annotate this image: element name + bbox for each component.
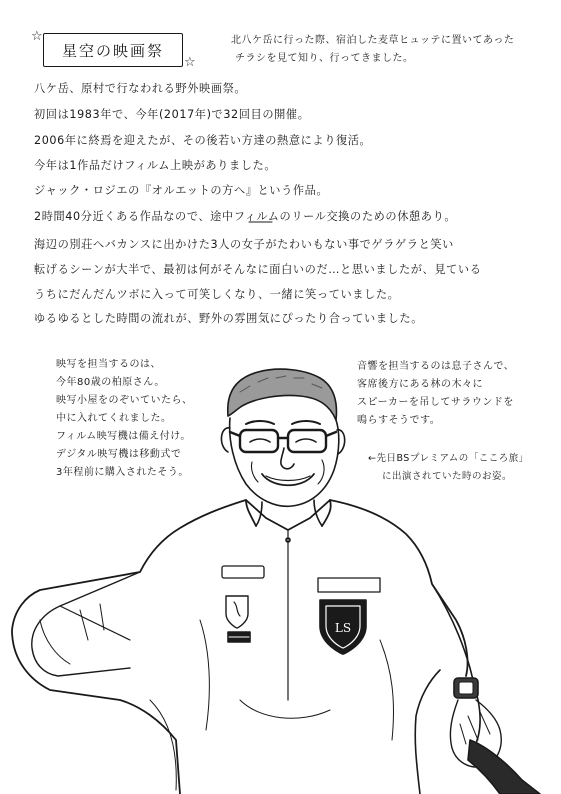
star-icon: ☆ bbox=[184, 55, 196, 70]
body-line: ジャック・ロジエの『オルエットの方へ』という作品。 bbox=[34, 184, 329, 197]
glasses-icon bbox=[230, 430, 336, 452]
body-line: 2006年に終焉を迎えたが、その後若い方達の熱意により復活。 bbox=[34, 134, 372, 147]
body-line: 八ケ岳、原村で行なわれる野外映画祭。 bbox=[34, 82, 247, 95]
name-tag bbox=[222, 566, 264, 578]
body-line: 転げるシーンが大半で、最初は何がそんなに面白いのだ…と思いましたが、見ている bbox=[34, 263, 482, 276]
emblem-text: LS bbox=[334, 621, 352, 635]
sound-note: 音響を担当するのは息子さんで、 客席後方にある林の木々に スピーカーを吊してサラウンドを 鳴らすそうです。 bbox=[357, 361, 515, 426]
photo-caption: ←先日BSプレミアムの「こころ旅」 に出演されていた時のお姿。 bbox=[368, 453, 529, 482]
emblem-icon bbox=[320, 600, 366, 654]
page-title: 星空の映画祭 bbox=[61, 41, 164, 60]
body-line: うちにだんだんツボに入って可笑しくなり、一緒に笑っていました。 bbox=[34, 288, 400, 301]
body-line: ゆるゆるとした時間の流れが、野外の雰囲気にぴったり合っていました。 bbox=[34, 312, 423, 325]
body-line: 今年は1作品だけフィルム上映がありました。 bbox=[34, 159, 277, 172]
body-line: 2時間40分近くある作品なので、途中フィルムのリール交換のための休憩あり。 bbox=[34, 210, 457, 223]
body-line: 初回は1983年で、今年(2017年)で32回目の開催。 bbox=[34, 108, 310, 121]
chest-badge-icon bbox=[226, 596, 248, 628]
projectionist-note: 映写を担当するのは、 今年80歳の柏原さん。 映写小屋をのぞいていたら、 中に入れてくれました。 フィルム映写機は備え付け。 デジタル映写機は移動式で 3年程前に購入されたそう。 bbox=[56, 359, 193, 478]
watch-icon bbox=[454, 678, 478, 698]
top-note: 北八ケ岳に行った際、宿泊した麦草ヒュッテに置いてあった チラシを見て知り、行ってきました。 bbox=[231, 35, 515, 64]
shirt bbox=[12, 500, 246, 794]
star-icon: ☆ bbox=[31, 29, 43, 44]
body-line: 海辺の別荘へバカンスに出かけた3人の女子がたわいもない事でゲラゲラと笑い bbox=[34, 238, 454, 251]
